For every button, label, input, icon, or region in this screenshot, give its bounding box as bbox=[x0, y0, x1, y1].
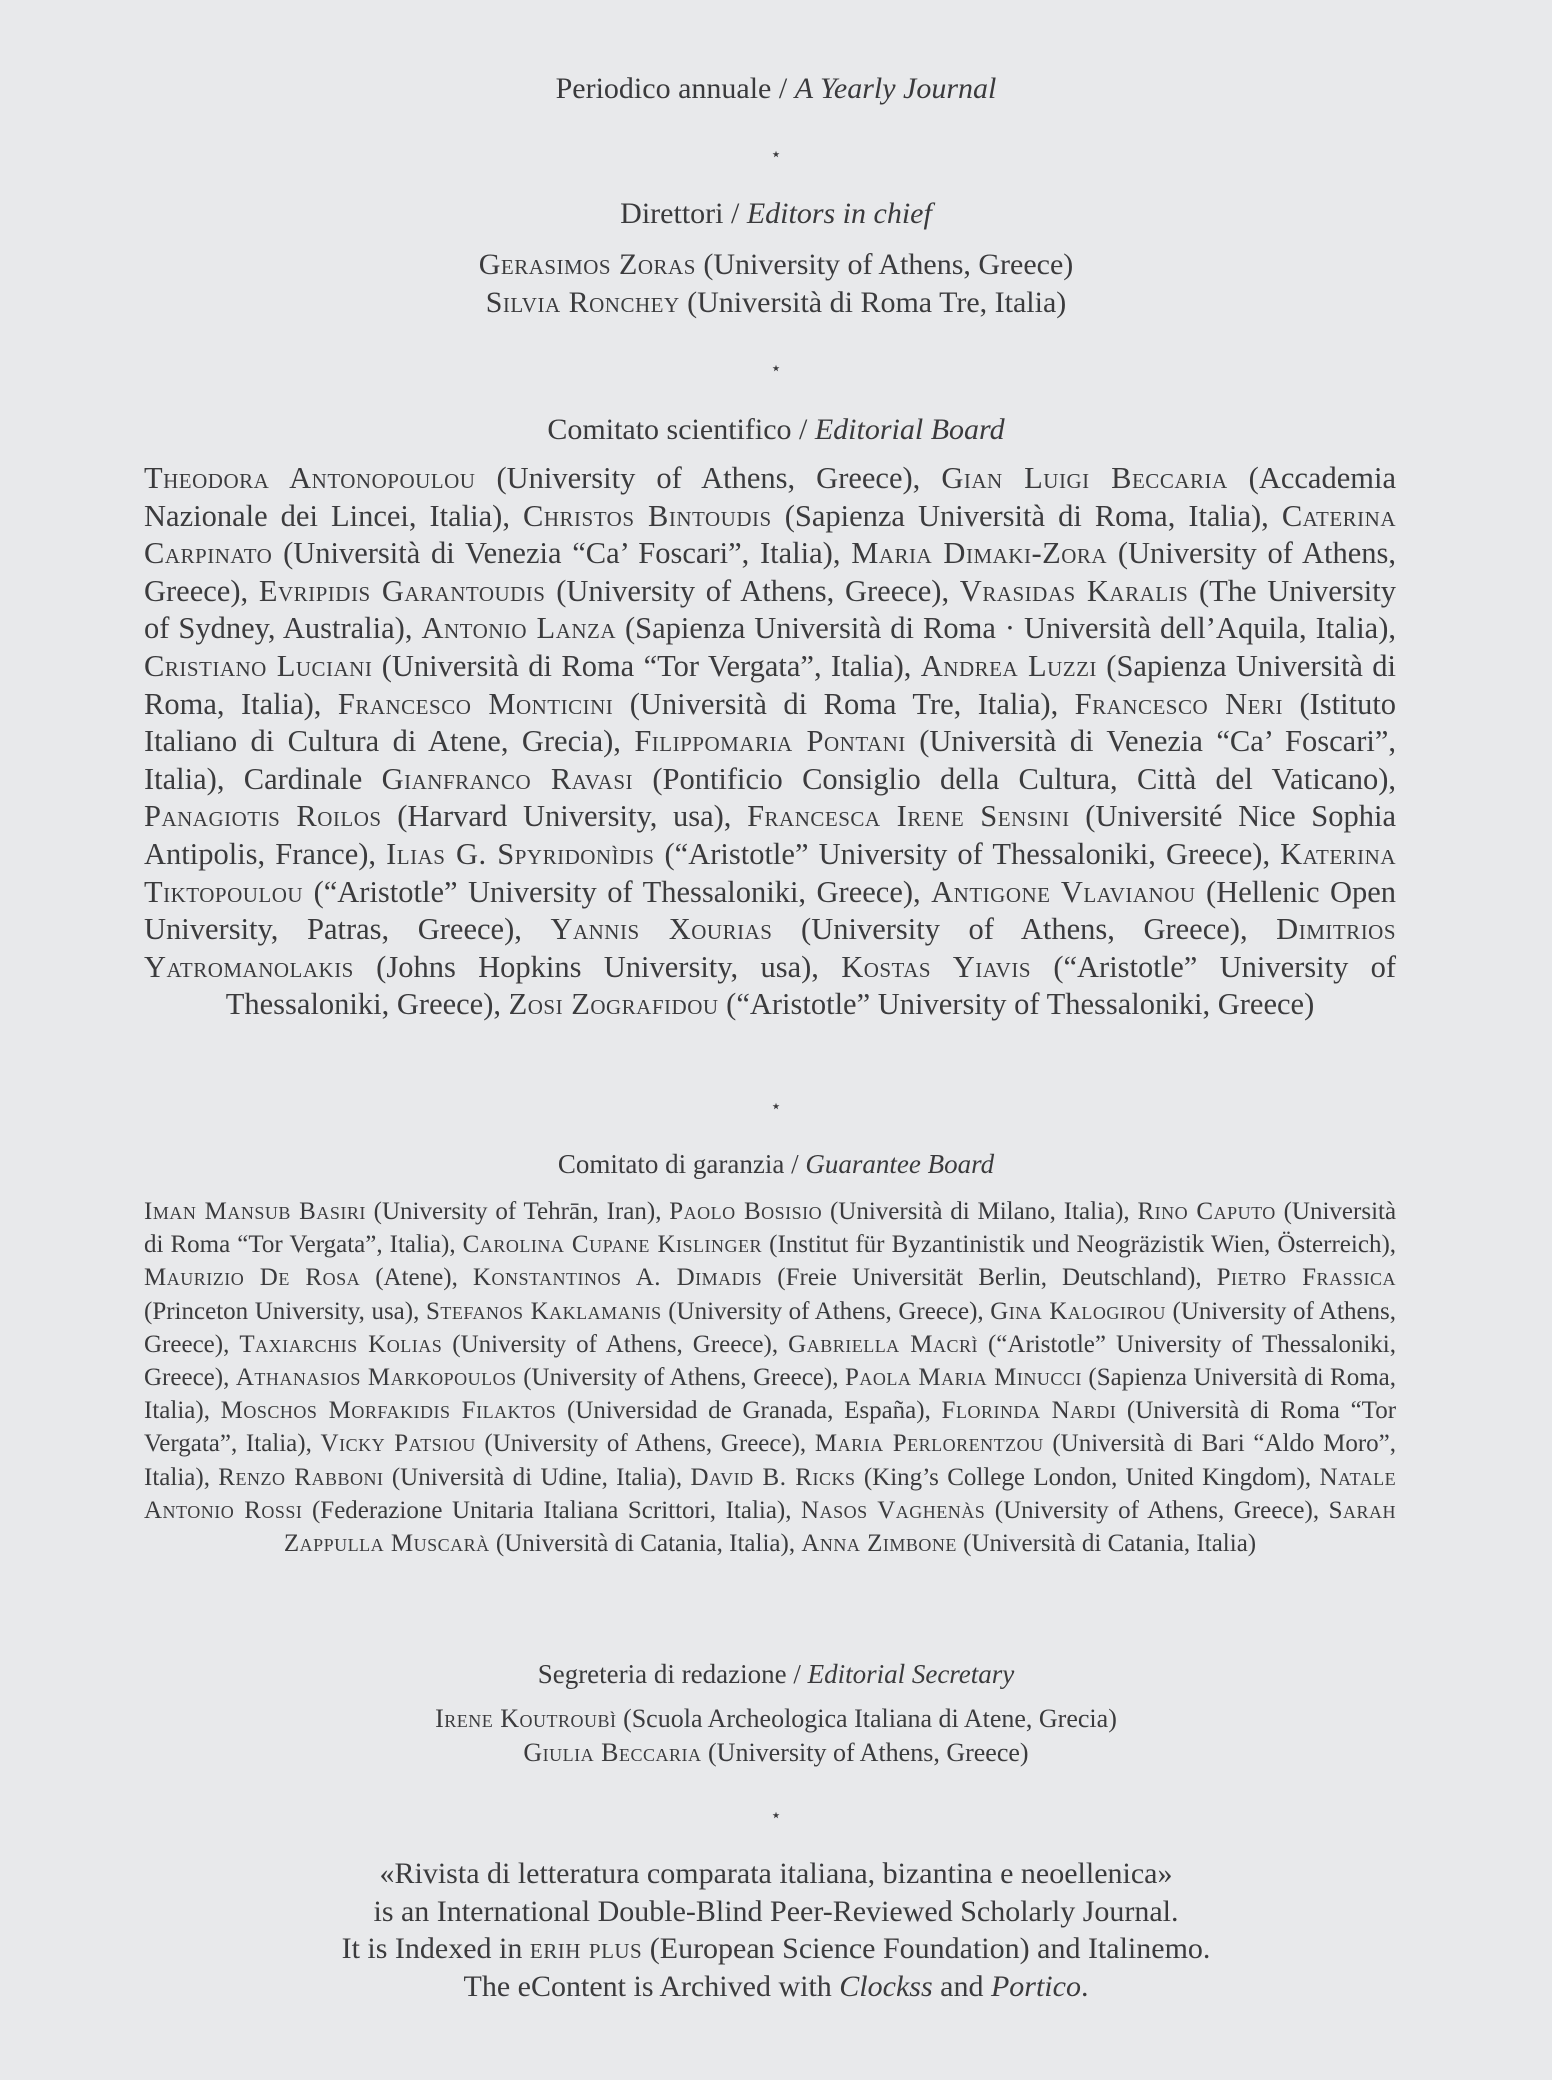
member-name: Vrasidas Karalis bbox=[959, 573, 1189, 608]
member-name: Sarah Zappulla Muscarà bbox=[283, 1496, 1397, 1558]
member-name: Panagiotis Roilos bbox=[144, 799, 382, 834]
member-name: Iman Mansub Basiri bbox=[144, 1198, 366, 1225]
member-name: Carolina Cupane Kislinger bbox=[462, 1231, 763, 1259]
guarantee-board-member bbox=[221, 1397, 925, 1424]
member-name: Nasos Vaghenàs bbox=[801, 1496, 986, 1524]
member-affiliation: (Università di Roma “Tor Vergata”, Italia) bbox=[144, 1198, 1397, 1259]
editorial-board-heading-it: Comitato scientifico bbox=[547, 413, 792, 446]
guarantee-board-member bbox=[218, 1464, 676, 1491]
guarantee-board-member bbox=[463, 1231, 1390, 1258]
member-affiliation: (“Aristotle” University of Thessaloniki, Greece) bbox=[225, 949, 1397, 1022]
star-separator-icon: ⋆ bbox=[770, 1096, 782, 1116]
director-name: Gerasimos Zoras bbox=[478, 248, 696, 281]
guarantee-board-member bbox=[239, 1331, 771, 1358]
member-affiliation: (Atene) bbox=[375, 1264, 452, 1292]
statement-line-4-mid: and bbox=[932, 1969, 991, 2003]
slash: / bbox=[730, 197, 740, 230]
secretary-heading-en: Editorial Secretary bbox=[807, 1659, 1015, 1689]
star-separator-icon: ⋆ bbox=[770, 1805, 782, 1825]
member-name: Cristiano Luciani bbox=[144, 648, 373, 683]
member-affiliation: (King’s College London, United Kingdom) bbox=[863, 1463, 1305, 1491]
director-entry bbox=[0, 284, 1552, 322]
member-affiliation: (Federazione Unitaria Italiana Scrittori, Italia) bbox=[311, 1496, 786, 1524]
editorial-board-member bbox=[509, 987, 1315, 1021]
member-affiliation: (Institut für Byzantinistik und Neogräzistik Wien, Österreich) bbox=[769, 1231, 1390, 1259]
member-affiliation: (Università di Roma “Tor Vergata”, Italia) bbox=[381, 648, 904, 683]
statement-line-4-end: . bbox=[1080, 1969, 1089, 2003]
member-name: Maria Perlorentzou bbox=[814, 1430, 1044, 1458]
member-affiliation: (“Aristotle” University of Thessaloniki, Greece) bbox=[313, 874, 914, 909]
member-affiliation: (University of Athens, Greece) bbox=[144, 1297, 1397, 1358]
member-name: Gina Kalogirou bbox=[990, 1297, 1166, 1325]
member-affiliation: (University of Tehrān, Iran) bbox=[373, 1198, 656, 1225]
member-name: Gabriella Macrì bbox=[788, 1330, 978, 1358]
periodicity-en: A Yearly Journal bbox=[794, 72, 997, 105]
member-name: Zosi Zografidou bbox=[508, 987, 719, 1022]
secretary-affiliation: (Scuola Archeologica Italiana di Atene, Grecia) bbox=[623, 1704, 1117, 1733]
editorial-board-member bbox=[338, 687, 1051, 721]
editorial-board-member bbox=[244, 762, 1389, 796]
editorial-board-heading bbox=[0, 410, 1552, 450]
member-name: Renzo Rabboni bbox=[218, 1463, 384, 1491]
member-name: Antigone Vlavianou bbox=[931, 874, 1196, 909]
member-affiliation: (The University of Sydney, Australia) bbox=[144, 573, 1396, 646]
member-name: Paolo Bosisio bbox=[669, 1198, 823, 1225]
director-affiliation: (Università di Roma Tre, Italia) bbox=[687, 286, 1067, 319]
secretary-heading-it: Segreteria di redazione bbox=[537, 1659, 787, 1689]
member-name: Francesca Irene Sensini bbox=[747, 799, 1070, 834]
guarantee-board-member bbox=[321, 1430, 800, 1457]
secretary-list bbox=[0, 1702, 1552, 1770]
member-affiliation: (University of Athens, Greece) bbox=[484, 1430, 800, 1458]
member-affiliation: (“Aristotle” University of Thessaloniki, Greece) bbox=[726, 987, 1315, 1022]
guarantee-board-member bbox=[473, 1264, 1195, 1291]
member-affiliation: (“Aristotle” University of Thessaloniki, Greece) bbox=[664, 836, 1263, 871]
guarantee-board-member bbox=[144, 1198, 655, 1225]
guarantee-board-member bbox=[426, 1298, 977, 1325]
member-affiliation: (Università di Bari “Aldo Moro”, Italia) bbox=[144, 1430, 1397, 1491]
member-affiliation: (University of Athens, Greece) bbox=[801, 912, 1240, 947]
editorial-board-member bbox=[421, 611, 1388, 645]
star-separator-icon: ⋆ bbox=[770, 358, 782, 378]
editorial-board-member bbox=[259, 574, 942, 608]
member-name: Paola Maria Minucci bbox=[844, 1364, 1082, 1392]
member-affiliation: (Accademia Nazionale dei Lincei, Italia) bbox=[144, 461, 1396, 533]
member-affiliation: (“Aristotle” University of Thessaloniki, Greece) bbox=[144, 1330, 1397, 1392]
member-affiliation: (Istituto Italiano di Cultura di Atene, Grecia) bbox=[144, 686, 1397, 759]
member-affiliation: (University of Athens, Greece) bbox=[144, 536, 1397, 608]
secretary-entry bbox=[0, 1702, 1552, 1736]
directors-heading-it: Direttori bbox=[620, 197, 724, 230]
directors-list bbox=[0, 246, 1552, 322]
member-name: Moschos Morfakidis Filaktos bbox=[220, 1397, 557, 1425]
secretary-heading bbox=[0, 1654, 1552, 1694]
statement-line-1: «Rivista di letteratura comparata italiana, bizantina e neoellenica» bbox=[379, 1857, 1173, 1890]
editorial-board-member bbox=[144, 799, 724, 833]
director-entry bbox=[0, 246, 1552, 284]
editorial-board-member bbox=[144, 649, 904, 683]
statement-index-name: erih plus bbox=[529, 1932, 643, 1965]
member-name: Florinda Nardi bbox=[941, 1397, 1117, 1425]
member-name: Kostas Yiavis bbox=[841, 949, 1032, 984]
member-affiliation: (Università di Udine, Italia) bbox=[391, 1463, 676, 1491]
member-affiliation: (University of Athens, Greece) bbox=[496, 461, 913, 495]
slash: / bbox=[791, 1149, 799, 1179]
member-name: Andrea Luzzi bbox=[920, 648, 1097, 683]
director-affiliation: (University of Athens, Greece) bbox=[703, 248, 1074, 281]
member-affiliation: (University of Athens, Greece) bbox=[452, 1330, 772, 1358]
member-name: Antonio Lanza bbox=[421, 611, 617, 646]
statement-archive-1: Clockss bbox=[839, 1969, 933, 2003]
secretary-affiliation: (University of Athens, Greece) bbox=[708, 1738, 1029, 1767]
statement-line-3-a: It is Indexed in bbox=[341, 1932, 530, 1965]
member-name: Anna Zimbone bbox=[801, 1530, 957, 1558]
member-affiliation: (University of Athens, Greece) bbox=[994, 1496, 1313, 1524]
member-name: Konstantinos A. Dimadis bbox=[472, 1264, 763, 1292]
member-affiliation: (Sapienza Università di Roma, Italia) bbox=[144, 1364, 1397, 1425]
member-name: Ilias G. Spyridonìdis bbox=[386, 836, 655, 871]
member-affiliation: (Sapienza Università di Roma, Italia) bbox=[784, 498, 1262, 533]
member-name: Maria Dimaki-Zora bbox=[851, 536, 1108, 571]
member-name: Yannis Xourias bbox=[550, 912, 773, 947]
guarantee-board-member bbox=[801, 1530, 1256, 1557]
secretary-name: Giulia Beccaria bbox=[523, 1738, 702, 1767]
member-name: Gian Luigi Beccaria bbox=[941, 461, 1228, 495]
slash: / bbox=[778, 72, 788, 105]
guarantee-board-member bbox=[669, 1198, 1123, 1225]
member-name: Taxiarchis Kolias bbox=[239, 1330, 443, 1358]
periodicity-line bbox=[0, 69, 1552, 109]
statement-line-3-b: (European Science Foundation) and Italinemo. bbox=[642, 1932, 1211, 1965]
member-affiliation: (University of Athens, Greece) bbox=[523, 1364, 833, 1392]
statement-line-2: is an International Double-Blind Peer-Reviewed Scholarly Journal. bbox=[373, 1894, 1179, 1928]
member-affiliation: (Università di Catania, Italia) bbox=[963, 1530, 1257, 1558]
member-affiliation: (Hellenic Open University, Patras, Greece) bbox=[144, 874, 1397, 947]
member-affiliation: (Freie Universität Berlin, Deutschland) bbox=[777, 1264, 1196, 1292]
member-affiliation: (Pontificio Consiglio della Cultura, Città del Vaticano) bbox=[652, 761, 1389, 796]
editorial-board-member bbox=[144, 461, 913, 495]
member-affiliation: (Università di Milano, Italia) bbox=[829, 1198, 1124, 1225]
member-affiliation: (Sapienza Università di Roma · Università dell’Aquila, Italia) bbox=[625, 611, 1389, 646]
journal-statement bbox=[0, 1855, 1552, 2005]
member-name: Vicky Patsiou bbox=[320, 1430, 476, 1458]
statement-line-4-a: The eContent is Archived with bbox=[463, 1969, 840, 2003]
member-affiliation: (Università di Venezia “Ca’ Foscari”, Italia) bbox=[283, 536, 833, 571]
slash: / bbox=[799, 413, 808, 446]
member-name: Athanasios Markopoulos bbox=[235, 1364, 517, 1392]
member-affiliation: (Princeton University, usa) bbox=[144, 1297, 414, 1325]
secretary-name: Irene Koutroubì bbox=[435, 1704, 617, 1733]
editorial-board-member bbox=[523, 499, 1261, 533]
guarantee-board-list: Iman Mansub Basiri (University of Tehrān, Iran), Paolo Bosisio (Università di Milano, Italia), Rino Caputo (Università di Roma “Tor Vergata”, Italia), Carolina Cupane Kislinger (Institut für Byzantinistik und Neogräzistik Wien, Österreich), Maurizio De Rosa (Atene), Konstantinos A. Dimadis (Freie Universität Berlin, Deutschland), Pietro Frassica (Princeton University, usa), Stefanos Kaklamanis (University of Athens, Greece), Gina Kalogirou (University of Athens, Greece), Taxiarchis Kolias (University of Athens, Greece), Gabriella Macrì (“Aristotle” University of Thessaloniki, Greece), Athanasios Markopoulos (University of Athens, Greece), Paola Maria Minucci (Sapienza Università di Roma, Italia), Moschos Morfakidis Filaktos (Universidad de Granada, España), Florinda Nardi (Università di Roma “Tor Vergata”, Italia), Vicky Patsiou (University of Athens, Greece), Maria Perlorentzou (Università di Bari “Aldo Moro”, Italia), Renzo Rabboni (Università di Udine, Italia), David B. Ricks (King’s College London, United Kingdom), Natale Antonio Rossi (Federazione Unitaria Italiana Scrittori, Italia), Nasos Vaghenàs (University of Athens, Greece), Sarah Zappulla Muscarà (Università di Catania, Italia), Anna Zimbone (Università di Catania, Italia) bbox=[144, 1198, 1397, 1558]
member-affiliation: (Université Nice Sophia Antipolis, France) bbox=[144, 799, 1397, 871]
member-affiliation: (Harvard University, usa) bbox=[397, 799, 724, 834]
member-title: Cardinale bbox=[243, 761, 382, 796]
member-affiliation: (Sapienza Università di Roma, Italia) bbox=[144, 648, 1397, 721]
member-name: Theodora Antonopoulou bbox=[144, 461, 476, 495]
member-affiliation: (University of Athens, Greece) bbox=[668, 1297, 978, 1325]
member-name: Stefanos Kaklamanis bbox=[425, 1297, 662, 1325]
member-name: Katerina Tiktopoulou bbox=[144, 836, 1397, 909]
member-affiliation: (Università di Roma “Tor Vergata”, Italia) bbox=[144, 1397, 1397, 1458]
editorial-board-heading-en: Editorial Board bbox=[814, 413, 1005, 446]
editorial-board-list: Theodora Antonopoulou (University of Athens, Greece), Gian Luigi Beccaria (Accademia Nazionale dei Lincei, Italia), Christos Bintoudis (Sapienza Università di Roma, Italia), Caterina Carpinato (Università di Venezia “Ca’ Foscari”, Italia), Maria Dimaki-Zora (University of Athens, Greece), Evripidis Garantoudis (University of Athens, Greece), Vrasidas Karalis (The University of Sydney, Australia), Antonio Lanza (Sapienza Università di Roma · Università dell’Aquila, Italia), Cristiano Luciani (Università di Roma “Tor Vergata”, Italia), Andrea Luzzi (Sapienza Università di Roma, Italia), Francesco Monticini (Università di Roma Tre, Italia), Francesco Neri (Istituto Italiano di Cultura di Atene, Grecia), Filippomaria Pontani (Università di Venezia “Ca’ Foscari”, Italia), Cardinale Gianfranco Ravasi (Pontificio Consiglio della Cultura, Città del Vaticano), Panagiotis Roilos (Harvard University, usa), Francesca Irene Sensini (Université Nice Sophia Antipolis, France), Ilias G. Spyridonìdis (“Aristotle” University of Thessaloniki, Greece), Katerina Tiktopoulou (“Aristotle” University of Thessaloniki, Greece), Antigone Vlavianou (Hellenic Open University, Patras, Greece), Yannis Xourias (University of Athens, Greece), Dimitrios Yatromanolakis (Johns Hopkins University, usa), Kostas Yiavis (“Aristotle” University of Thessaloniki, Greece), Zosi Zografidou (“Aristotle” University of Thessaloniki, Greece) bbox=[144, 461, 1397, 1022]
member-name: Maurizio De Rosa bbox=[144, 1264, 361, 1292]
member-affiliation: (Universidad de Granada, España) bbox=[566, 1397, 925, 1425]
member-affiliation: (Università di Catania, Italia) bbox=[495, 1530, 789, 1558]
member-name: Pietro Frassica bbox=[1216, 1264, 1397, 1292]
editorial-board-member bbox=[550, 912, 1240, 946]
member-name: Rino Caputo bbox=[1137, 1198, 1276, 1225]
guarantee-board-member bbox=[690, 1464, 1304, 1491]
secretary-entry bbox=[0, 1736, 1552, 1770]
star-separator-icon: ⋆ bbox=[770, 144, 782, 164]
statement-archive-2: Portico bbox=[990, 1969, 1081, 2003]
member-affiliation: (Johns Hopkins University, usa) bbox=[376, 949, 812, 984]
editorial-board-member bbox=[386, 837, 1262, 871]
statement-line-4 bbox=[0, 1968, 1552, 2006]
guarantee-board-member bbox=[236, 1364, 832, 1391]
periodicity-it: Periodico annuale bbox=[555, 72, 772, 105]
guarantee-board-member bbox=[801, 1497, 1313, 1524]
member-name: Filippomaria Pontani bbox=[634, 724, 906, 759]
member-affiliation: (University of Athens, Greece) bbox=[556, 573, 942, 608]
member-name: Caterina Carpinato bbox=[144, 498, 1397, 571]
directors-heading bbox=[0, 194, 1552, 234]
member-affiliation: (Università di Roma Tre, Italia) bbox=[629, 686, 1051, 721]
member-name: Dimitrios Yatromanolakis bbox=[144, 912, 1397, 984]
member-name: David B. Ricks bbox=[690, 1463, 856, 1491]
guarantee-board-heading-en: Guarantee Board bbox=[805, 1149, 995, 1179]
member-name: Francesco Monticini bbox=[337, 686, 614, 721]
member-affiliation: (Università di Venezia “Ca’ Foscari”, Italia) bbox=[144, 724, 1396, 796]
member-name: Evripidis Garantoudis bbox=[258, 573, 546, 608]
member-name: Gianfranco Ravasi bbox=[381, 761, 634, 796]
guarantee-board-heading bbox=[0, 1144, 1552, 1184]
member-name: Francesco Neri bbox=[1074, 686, 1283, 721]
member-name: Natale Antonio Rossi bbox=[144, 1463, 1397, 1524]
member-name: Christos Bintoudis bbox=[523, 498, 772, 533]
slash: / bbox=[793, 1659, 801, 1689]
guarantee-board-member bbox=[144, 1264, 452, 1291]
guarantee-board-heading-it: Comitato di garanzia bbox=[557, 1149, 785, 1179]
statement-line-3 bbox=[0, 1930, 1552, 1968]
director-name: Silvia Ronchey bbox=[485, 286, 680, 319]
directors-heading-en: Editors in chief bbox=[746, 197, 932, 230]
